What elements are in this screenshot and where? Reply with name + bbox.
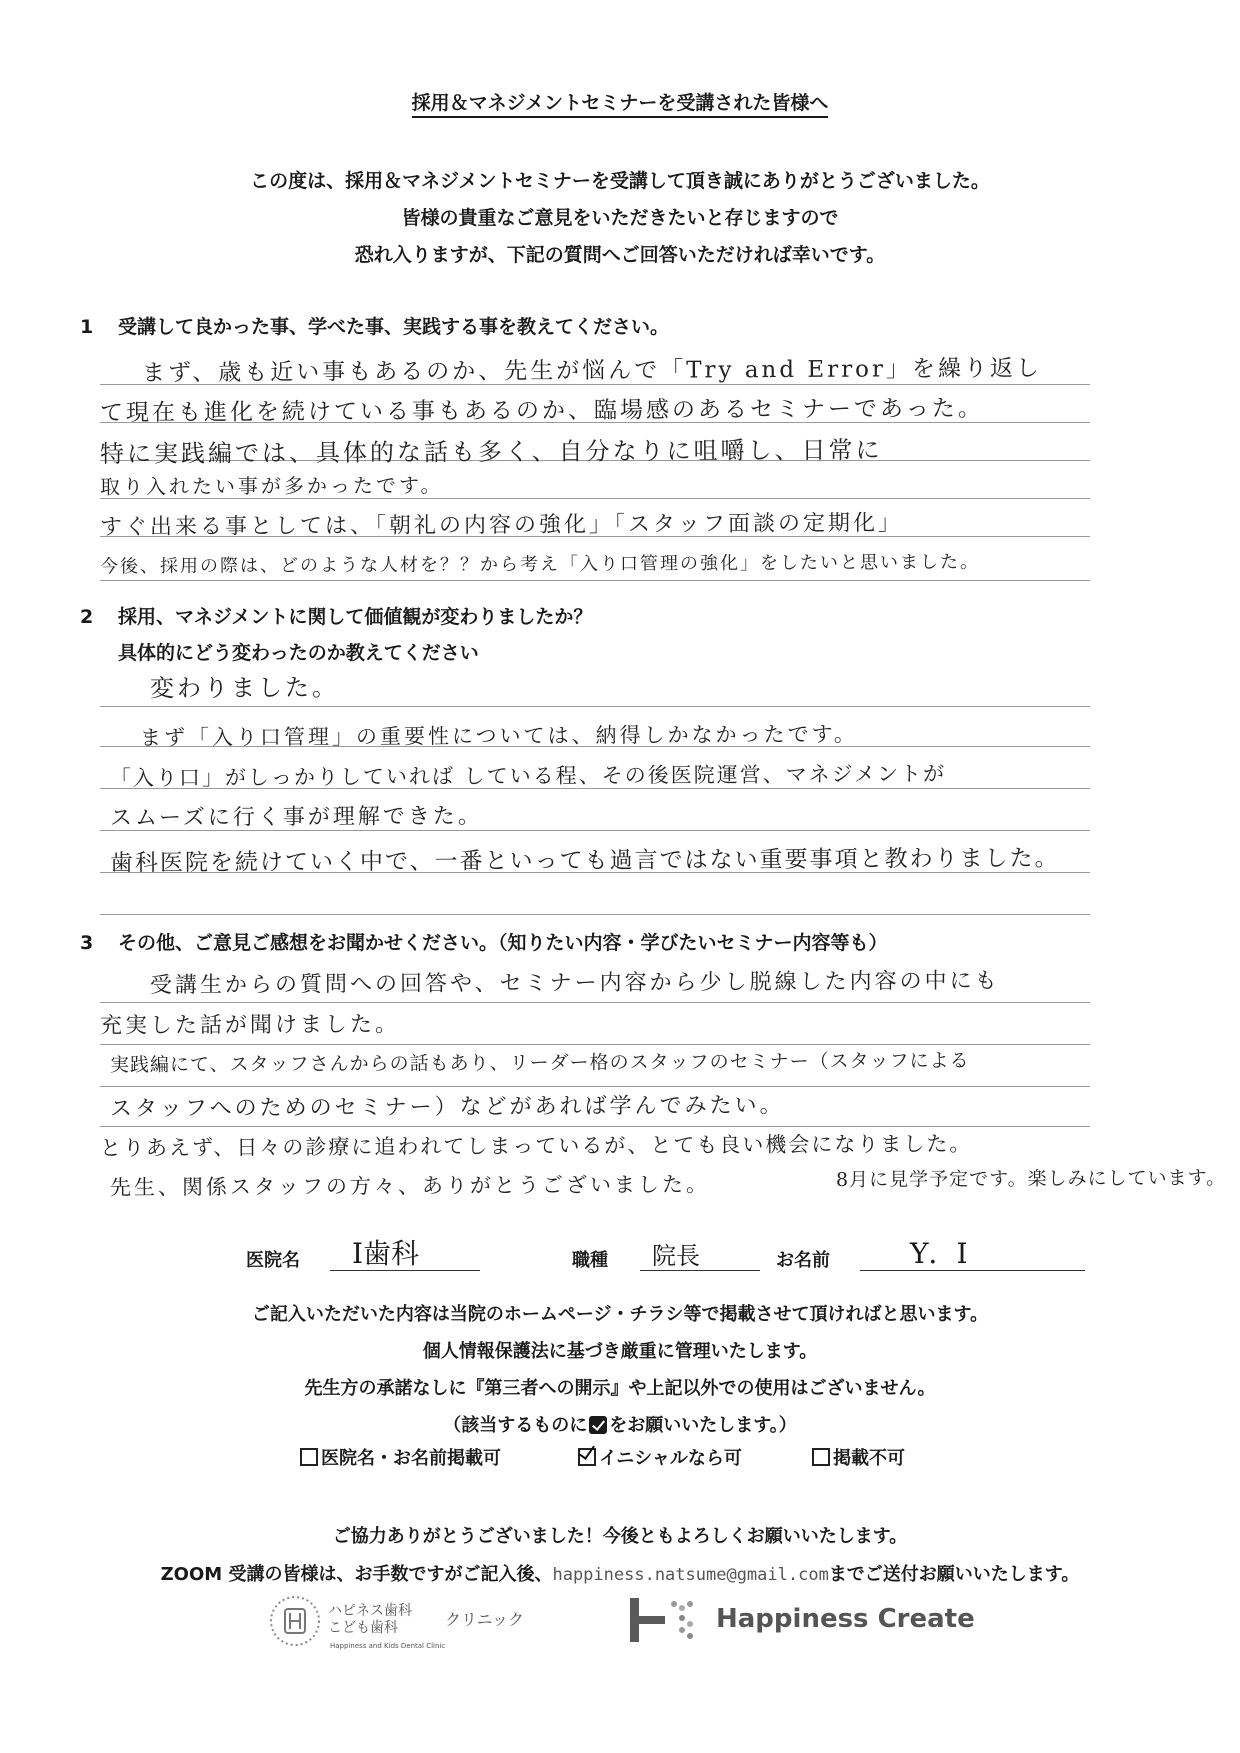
job-title-label: 職種: [572, 1250, 608, 1271]
answer-rule: [100, 914, 1090, 915]
answer-rule: [100, 1002, 1090, 1003]
note-line-1: ご記入いただいた内容は当院のホームページ・チラシ等で掲載させて頂ければと思います。: [251, 1304, 989, 1325]
handwritten-answer: 取り入れたい事が多かったです。: [99, 473, 444, 499]
question-2-subtext: 具体的にどう変わったのか教えてください: [118, 642, 479, 664]
consent-option-initials[interactable]: [578, 1444, 742, 1470]
question-3: [80, 928, 888, 955]
answer-rule: [100, 1086, 1090, 1087]
consent-instruction-after: をお願いいたします。）: [609, 1415, 797, 1436]
handwritten-answer: 先生、関係スタッフの方々、ありがとうございました。: [109, 1172, 711, 1200]
intro-line-3: 恐れ入りますが、下記の質問へご回答いただければ幸いです。: [354, 244, 886, 266]
answer-rule: [100, 1044, 1090, 1045]
question-text: 受講して良かった事、学べた事、実践する事を教えてください。: [118, 316, 670, 338]
consent-instruction-before: （該当するものに: [443, 1415, 588, 1436]
consent-option-full[interactable]: [300, 1444, 501, 1470]
company-logo-icon: [630, 1596, 710, 1644]
company-logo-name: Happiness Create: [716, 1604, 975, 1634]
handwritten-answer: 今後、採用の際は、どのような人材を？？から考え「入り口管理の強化」をしたいと思いました。: [99, 551, 981, 578]
clinic-logo-name-2: こども歯科: [328, 1620, 398, 1636]
clinic-logo-name-1: ハピネス歯科: [328, 1603, 412, 1619]
handwritten-answer: すぐ出来る事としては、「朝礼の内容の強化」「スタッフ面談の定期化」: [99, 510, 904, 541]
footer-zoom-before: ZOOM 受講の皆様は、お手数ですがご記入後、: [160, 1564, 553, 1585]
checkbox[interactable]: [812, 1448, 830, 1466]
email-address: happiness.natsume@gmail.com: [552, 1565, 829, 1585]
intro-line-2: 皆様の貴重なご意見をいただきたいと存じますので: [401, 207, 839, 229]
question-2: [80, 602, 592, 629]
footer-zoom: [0, 1560, 1240, 1586]
handwritten-answer: とりあえず、日々の診療に追われてしまっているが、とても良い機会になりました。: [99, 1131, 973, 1161]
note-line-2: 個人情報保護法に基づき厳重に管理いたします。: [422, 1341, 818, 1362]
person-name-label: お名前: [776, 1250, 830, 1271]
consent-option-label: イニシャルなら可: [599, 1448, 742, 1469]
question-1: [80, 312, 669, 339]
consent-option-label: 掲載不可: [833, 1448, 905, 1469]
question-number: 2: [80, 606, 94, 628]
form-title: [0, 88, 1240, 115]
handwritten-answer: て現在も進化を続けている事もあるのか、臨場感のあるセミナーであった。: [99, 395, 984, 427]
consent-instruction: [0, 1411, 1240, 1437]
handwritten-answer: 受講生からの質問への回答や、セミナー内容から少し脱線した内容の中にも: [149, 968, 1000, 999]
checkbox[interactable]: [300, 1448, 318, 1466]
handwritten-answer: 特に実践編では、具体的な話も多く、自分なりに咀嚼し、日常に: [99, 435, 883, 469]
footer-zoom-after: までご送付お願いいたします。: [828, 1564, 1080, 1585]
answer-rule: [100, 706, 1090, 707]
question-number: 1: [80, 316, 94, 338]
handwritten-answer: 「入り口」がしっかりしていれば している程、その後医院運営、マネジメントが: [109, 761, 947, 791]
question-text: その他、ご意見ご感想をお聞かせください。（知りたい内容・学びたいセミナー内容等も）: [118, 932, 888, 954]
question-number: 3: [80, 932, 94, 954]
handwritten-answer: 充実した話が聞けました。: [99, 1012, 401, 1039]
clinic-name-label: 医院名: [246, 1250, 300, 1271]
person-name-value: Y．I: [910, 1237, 968, 1270]
job-title-line: [640, 1270, 760, 1271]
question-text: 採用、マネジメントに関して価値観が変わりましたか？: [118, 606, 593, 628]
handwritten-answer: 歯科医院を続けていく中で、一番といっても過言ではない重要事項と教わりました。: [109, 845, 1060, 877]
person-name-line: [860, 1270, 1085, 1271]
footer-thanks: ご協力ありがとうございました！今後ともよろしくお願いいたします。: [332, 1526, 908, 1547]
consent-option-none[interactable]: [812, 1444, 905, 1470]
clinic-logo-icon: [268, 1594, 322, 1648]
job-title-value: 院長: [652, 1242, 700, 1270]
form-title-text: 採用＆マネジメントセミナーを受講された皆様へ: [412, 92, 829, 118]
note-line-3: 先生方の承諾なしに『第三者への開示』や上記以外での使用はございません。: [304, 1378, 936, 1399]
clinic-name-value: I歯科: [352, 1237, 420, 1270]
clinic-logo-suffix: クリニック: [445, 1610, 525, 1629]
consent-option-label: 医院名・お名前掲載可: [321, 1448, 501, 1469]
answer-rule: [100, 1126, 1090, 1127]
handwritten-answer: 変わりました。: [149, 673, 340, 703]
handwritten-answer: 8月に見学予定です。楽しみにしています。: [835, 1166, 1227, 1192]
handwritten-answer: 実践編にて、スタッフさんからの話もあり、リーダー格のスタッフのセミナー（スタッフによる: [109, 1049, 970, 1077]
answer-rule: [100, 580, 1090, 581]
handwritten-answer: スタッフへのためのセミナー）などがあれば学んでみたい。: [109, 1093, 785, 1122]
handwritten-answer: まず「入り口管理」の重要性については、納得しかなかったです。: [139, 722, 858, 750]
handwritten-answer: まず、歳も近い事もあるのか、先生が悩んで「Try and Error」を繰り返し: [141, 355, 1043, 387]
clinic-name-line: [330, 1270, 480, 1271]
intro-line-1: この度は、採用＆マネジメントセミナーを受講して頂き誠にありがとうございました。: [250, 170, 990, 192]
clinic-logo-english: Happiness and Kids Dental Clinic: [330, 1642, 446, 1650]
checkbox-checked[interactable]: [578, 1448, 596, 1466]
checkmark-icon: [589, 1416, 607, 1434]
handwritten-answer: スムーズに行く事が理解できた。: [109, 804, 483, 831]
